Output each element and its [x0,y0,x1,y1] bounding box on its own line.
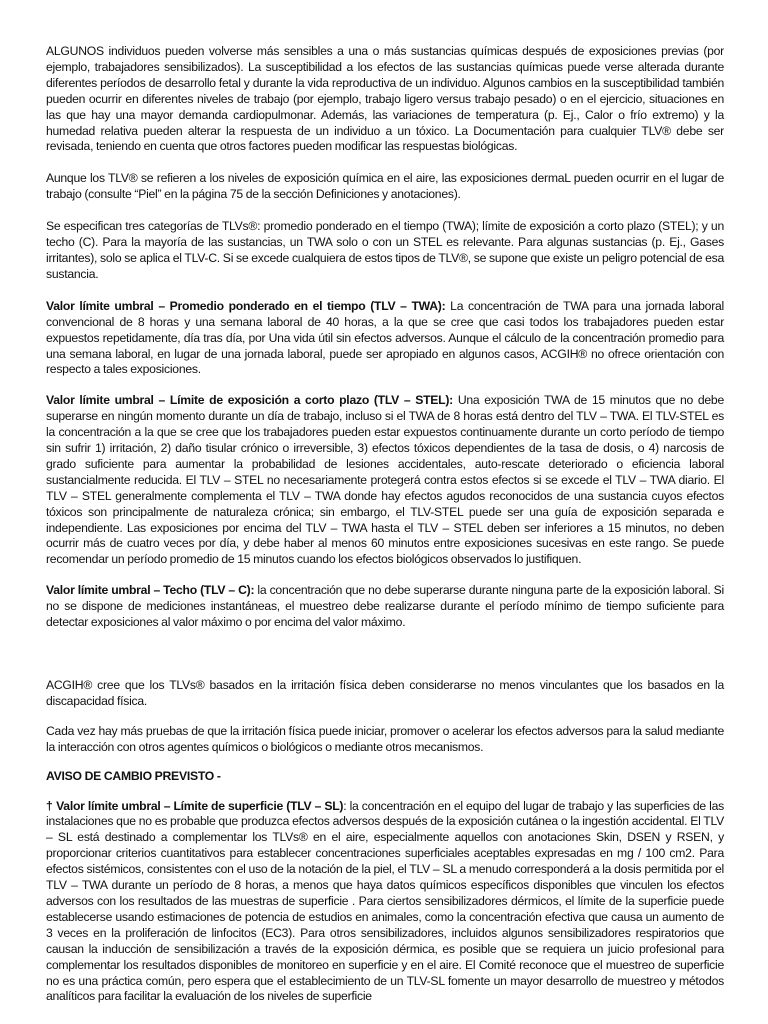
tlv-sl-text: : la concentración en el equipo del lugar de trabajo y las superficies de las instalaciones que no es probable que produzca efectos adversos después de la exposición cutánea o la ingestión accidental. El TLV – SL está destinado a complementar los TLVs® en el aire, especialmente aquellos con anotaciones Skin, DSEN y RSEN, y proporcionar criterios cuantitativos para establecer concentraciones superficiales aceptables expresadas en mg / 100 cm2. Para efectos sistémicos, consistentes con el uso de la notación de la piel, el TLV – SL a menudo corresponderá a la dosis permitida por el TLV – TWA durante un período de 8 horas, a menos que haya datos químicos específicos disponibles que vinculen los efectos adversos con los resultados de las muestras de superficie . Para ciertos sensibilizadores dérmicos, el límite de la superficie puede establecerse usando estimaciones de potencia de estudios en animales, como la concentración efectiva que causa un aumento de 3 veces en la proliferación de linfocitos (EC3). Para otros sensibilizadores, incluidos algunos sensibilizadores respiratorios que causan la inducción de sensibilización a través de la exposición dérmica, es posible que se requiera un juicio profesional para complementar los resultados disponibles de monitoreo en superficie y en el aire. El Comité reconoce que el muestreo de superficie no es una práctica común, pero espera que el establecimiento de un TLV-SL fomente un mayor desarrollo de muestreo y métodos analíticos para facilitar la evaluación de los niveles de superficie [46,798,724,1004]
tlv-ceiling-heading: Valor límite umbral – Techo (TLV – C): [46,583,255,598]
section-gap [46,631,724,678]
paragraph-tlv-categories: Se especifican tres categorías de TLVs®: promedio ponderado en el tiempo (TWA); límite de exposición a corto plazo (STEL); y un techo (C). Para la mayoría de las sustancias, un TWA solo o con un STEL es relevante. Para algunas sustancias (p. Ej., Gases irritantes), solo se aplica el TLV-C. Si se excede cualquiera de estos tipos de TLV®, se supone que existe un peligro potencial de esa sustancia. [46,219,724,281]
paragraph-sensitivity: ALGUNOS individuos pueden volverse más sensibles a una o más sustancias químicas después de exposiciones previas (por ejemplo, trabajadores sensibilizados). La susceptibilidad a los efectos de las sustancias químicas puede verse alterada durante diferentes períodos de desarrollo fetal y durante la vida reproductiva de un individuo. Algunos cambios en la susceptibilidad también pueden ocurrir en diferentes niveles de trabajo (por ejemplo, trabajo ligero versus trabajo pesado) o en el ejercicio, situaciones en las que hay una mayor demanda cardiopulmonar. Además, las variaciones de temperatura (p. Ej., Calor o frío extremo) y la humedad relativa pueden alterar la respuesta de un individuo a un tóxico. La Documentación para cualquier TLV® debe ser revisada, teniendo en cuenta que otros factores pueden modificar las respuestas biológicas. [46,44,724,154]
notice-heading-text: AVISO DE CAMBIO PREVISTO - [46,768,221,783]
paragraph-tlv-sl [46,799,724,1006]
tlv-ceiling-text: la concentración que no debe superarse durante ninguna parte de la exposición laboral. Si no se dispone de mediciones instantáneas, el muestreo debe realizarse durante el período mínimo de tiempo suficiente para detectar exposiciones al valor máximo o por encima del valor máximo. [46,583,724,630]
tlv-sl-heading: † Valor límite umbral – Límite de superficie (TLV – SL) [46,798,344,813]
tlv-stel-heading: Valor límite umbral – Límite de exposición a corto plazo (TLV – STEL): [46,393,453,408]
paragraph-irritation-evidence: Cada vez hay más pruebas de que la irritación física puede iniciar, promover o acelerar los efectos adversos para la salud mediante la interacción con otros agentes químicos o biológicos o mediante otros mecanismos. [46,723,724,754]
tlv-twa-text: La concentración de TWA para una jornada laboral convencional de 8 horas y una semana laboral de 40 horas, a la que se cree que casi todos los trabajadores pueden estar expuestos repetidamente, día tras día, por Una vida útil sin efectos adversos. Aunque el cálculo de la concentración promedio para una semana laboral, en lugar de una jornada laboral, puede ser apropiado en algunos casos, ACGIH® no ofrece orientación con respecto a tales exposiciones. [46,298,724,377]
paragraph-tlv-twa [46,299,724,379]
notice-heading [46,769,724,785]
paragraph-tlv-ceiling [46,583,724,631]
paragraph-dermal-exposure: Aunque los TLV® se refieren a los niveles de exposición química en el aire, las exposiciones dermaL pueden ocurrir en el lugar de trabajo (consulte “Piel” en la página 75 de la sección Definiciones y anotaciones). [46,171,724,202]
paragraph-tlv-stel [46,393,724,568]
tlv-twa-heading: Valor límite umbral – Promedio ponderado en el tiempo (TLV – TWA): [46,298,446,313]
paragraph-irritation-binding: ACGIH® cree que los TLVs® basados en la irritación física deben considerarse no menos vinculantes que los basados en la discapacidad física. [46,678,724,708]
tlv-stel-text: Una exposición TWA de 15 minutos que no debe superarse en ningún momento durante un día de trabajo, incluso si el TWA de 8 horas está dentro del TLV – TWA. El TLV-STEL es la concentración a la que se cree que los trabajadores pueden estar expuestos continuamente durante un corto período de tiempo sin sufrir 1) irritación, 2) daño tisular crónico o irreversible, 3) efectos tóxicos dependientes de la tasa de dosis, o 4) narcosis de grado suficiente para aumentar la probabilidad de lesiones accidentales, auto-rescate deteriorado o eficiencia laboral sustancialmente reducida. El TLV – STEL no necesariamente protegerá contra estos efectos si se excede el TLV – TWA diario. El TLV – STEL generalmente complementa el TLV – TWA donde hay efectos agudos reconocidos de una sustancia cuyos efectos tóxicos son principalmente de naturaleza crónica; sin embargo, el TLV-STEL puede ser una guía de exposición separada e independiente. Las exposiciones por encima del TLV – TWA hasta el TLV – STEL deben ser inferiores a 15 minutos, no deben ocurrir más de cuatro veces por día, y debe haber al menos 60 minutos entre exposiciones sucesivas en este rango. Se puede recomendar un período promedio de 15 minutos cuando los efectos biológicos observados lo justifiquen. [46,393,724,567]
